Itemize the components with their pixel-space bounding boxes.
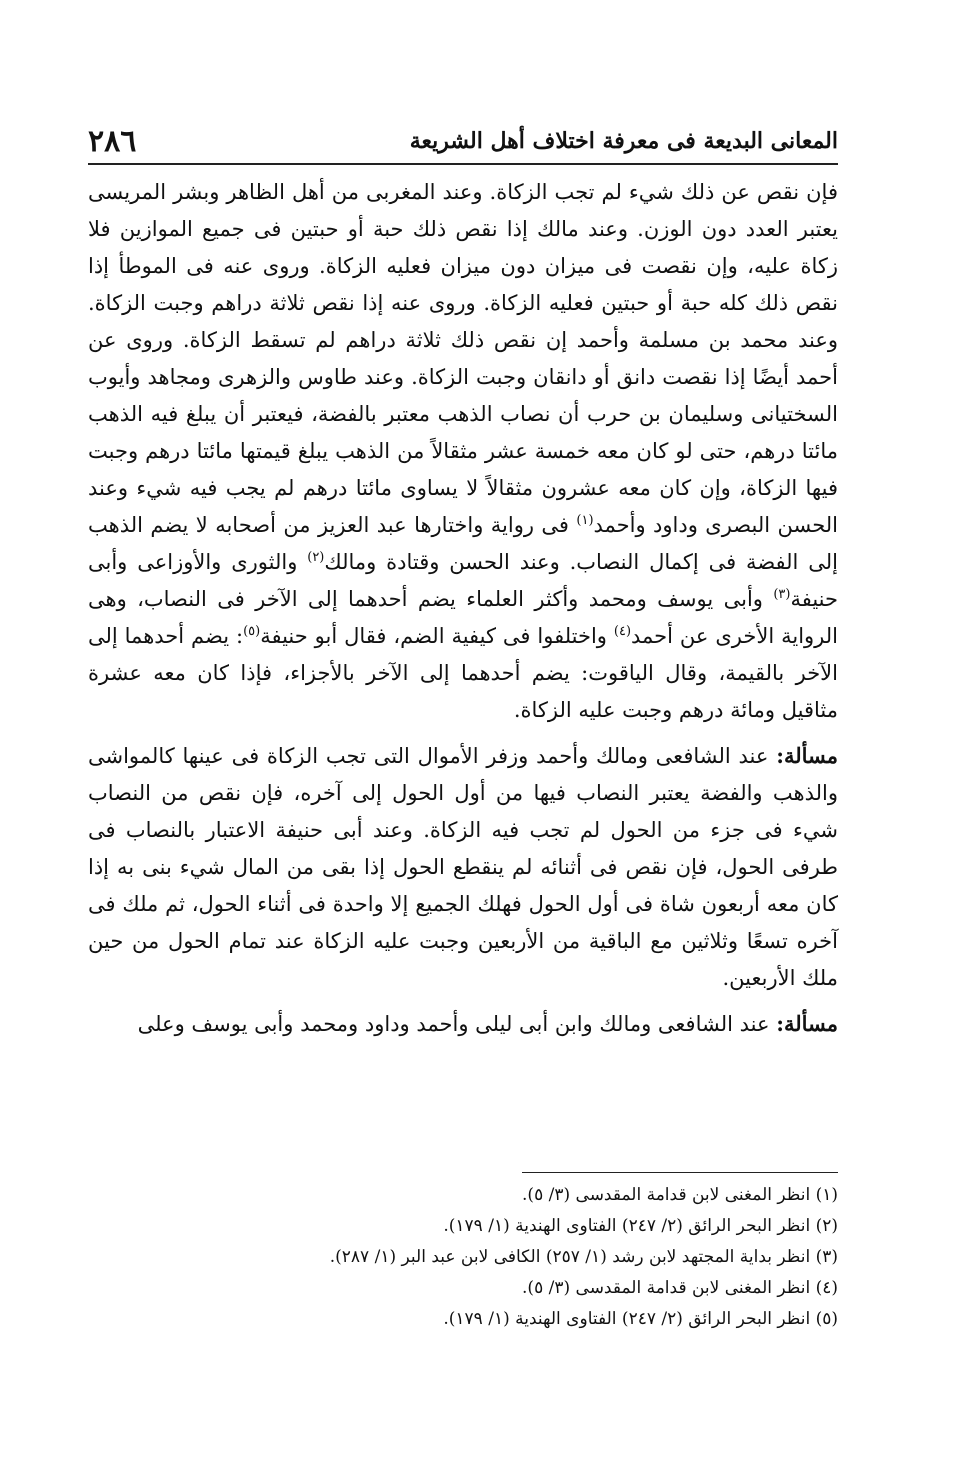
paragraph-3-text: عند الشافعى ومالك وابن أبى ليلى وأحمد وداود ومحمد وأبى يوسف وعلى [137, 1012, 777, 1036]
footnote-ref-2: (٢) [307, 550, 325, 565]
footnotes [88, 1180, 838, 1335]
footnote-rule [522, 1172, 838, 1173]
paragraph-1-text-5: واختلفوا فى كيفية الضم، فقال أبو حنيفة [260, 624, 614, 648]
footnote-4: (٤) انظر المغنى لابن قدامة المقدسى (٣/ ٥). [522, 1278, 838, 1298]
paragraph-1 [88, 174, 838, 729]
issue-label: مسألة: [776, 743, 838, 768]
paragraph-1-text-6: : يضم أحدهما إلى الآخر بالقيمة، وقال الياقوت: يضم أحدهما إلى الآخر بالأجزاء، فإذا كان معه عشرة مثاقيل ومائة درهم وجبت عليه الزكاة. [88, 624, 838, 722]
header-rule [88, 163, 838, 165]
footnote-ref-4: (٤) [613, 624, 632, 639]
footnote-3: (٣) انظر بداية المجتهد لابن رشد (١/ ٢٥٧) الكافى لابن عبد البر (١/ ٢٨٧). [329, 1247, 838, 1267]
main-text [88, 174, 838, 1043]
footnote-5: (٥) انظر البحر الرائق (٢/ ٢٤٧) الفتاوى الهندية (١/ ١٧٩). [443, 1309, 838, 1329]
paragraph-1-text-3: والثورى والأوزاعى وأبى حنيفة [88, 550, 838, 611]
issue-label: مسألة: [776, 1011, 838, 1036]
footnote-ref-3: (٣) [773, 587, 791, 602]
paragraph-2-text: عند الشافعى ومالك وأحمد وزفر الأموال التى تجب الزكاة فى عينها كالمواشى والذهب والفضة يعتبر النصاب فيها من أول الحول إلى آخره، فإن نقص من النصاب شيء فى جزء من الحول لم تجب فيه الزكاة. وعند أبى حنيفة الاعتبار بالنصاب فى طرفى الحول، فإن نقص فى أثنائه لم ينقطع الحول إذا بقى من المال شيء بنى به إذا كان معه أربعون شاة فى أول الحول فهلك الجميع إلا واحدة فى أثناء الحول، ثم ملك فى آخره تسعًا وثلاثين مع الباقية من الأربعين وجبت عليه الزكاة عند تمام الحول من حين ملك الأربعين. [88, 744, 838, 990]
running-title: المعانى البديعة فى معرفة اختلاف أهل الشريعة [409, 128, 838, 154]
footnote-1: (١) انظر المغنى لابن قدامة المقدسى (٣/ ٥). [522, 1185, 838, 1205]
footnote-ref-5: (٥) [243, 624, 261, 639]
paragraph-1-text-1: فإن نقص عن ذلك شيء لم تجب الزكاة. وعند المغربى من أهل الظاهر وبشر المريسى يعتبر العدد دون الوزن. وعند مالك إذا نقص ذلك حبة أو حبتين فى جميع الموازين فلا زكاة عليه، وإن نقصت فى ميزان دون ميزان فعليه الزكاة. وروى عنه فى الموطأ إذا نقص ذلك كله حبة أو حبتين فعليه الزكاة. وروى عنه إذا نقص ثلاثة دراهم وجبت الزكاة. وعند محمد بن مسلمة وأحمد إن نقص ذلك ثلاثة دراهم لم تسقط الزكاة. وروى عن أحمد أيضًا إذا نقصت دانق أو دانقان وجبت الزكاة. وعند طاوس والزهرى ومجاهد وأيوب السختيانى وسليمان بن حرب أن نصاب الذهب معتبر بالفضة، فيعتبر أن يبلغ فيه الذهب مائتا درهم، حتى لو كان معه خمسة عشر مثقالاً من الذهب يبلغ قيمتها مائتا درهم وجبت فيها الزكاة، وإن كان معه عشرون مثقالاً لا يساوى مائتا درهم لم يجب فيه شيء وعند الحسن البصرى وداود وأحمد [88, 180, 839, 537]
paragraph-1-text-2: فى رواية واختارها عبد العزيز من أصحابه لا يضم الذهب إلى الفضة فى إكمال النصاب. وعند الحسن وقتادة ومالك [88, 513, 839, 574]
footnote-2: (٢) انظر البحر الرائق (٢/ ٢٤٧) الفتاوى الهندية (١/ ١٧٩). [443, 1216, 838, 1236]
page-header [88, 120, 838, 162]
page-number: ٢٨٦ [88, 123, 137, 159]
paragraph-3 [88, 1005, 838, 1043]
paragraph-1-text-4: وأبى يوسف ومحمد وأكثر العلماء يضم أحدهما إلى الآخر فى النصاب، وهى الرواية الأخرى عن أحمد [88, 587, 838, 648]
footnote-ref-1: (١) [576, 513, 594, 528]
paragraph-2 [88, 737, 838, 997]
